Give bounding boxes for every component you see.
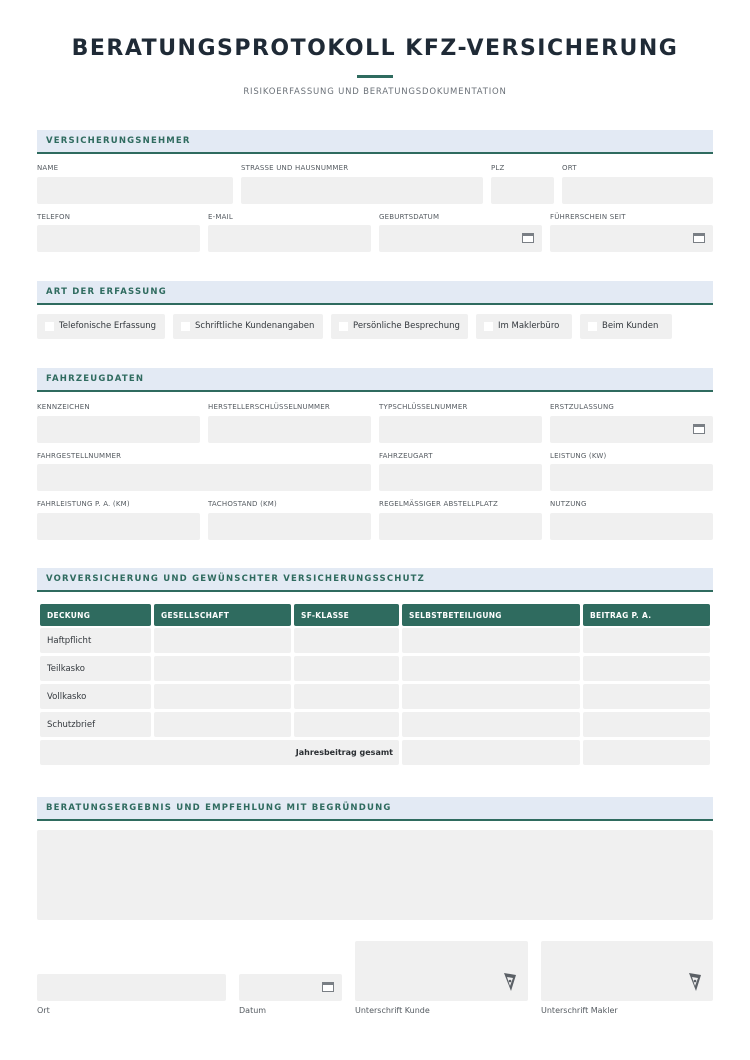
company-cell[interactable] <box>154 684 291 709</box>
birthdate-field[interactable] <box>379 225 542 252</box>
name-label: NAME <box>37 164 59 172</box>
place-field[interactable] <box>37 974 226 1001</box>
name-field[interactable] <box>37 177 233 204</box>
column-header-label: SELBSTBETEILIGUNG <box>409 611 502 620</box>
table-row-label <box>40 628 151 653</box>
usage-field[interactable] <box>550 513 713 540</box>
checkbox[interactable] <box>339 322 348 331</box>
premium-cell[interactable] <box>583 628 710 653</box>
column-header-label: DECKUNG <box>47 611 91 620</box>
type-key-field[interactable] <box>379 416 542 443</box>
checkbox[interactable] <box>181 322 190 331</box>
parking-label: REGELMÄSSIGER ABSTELLPLATZ <box>379 500 498 508</box>
usage-label: NUTZUNG <box>550 500 587 508</box>
maker-key-label: HERSTELLERSCHLÜSSELNUMMER <box>208 403 330 411</box>
deductible-cell[interactable] <box>402 656 580 681</box>
checkbox[interactable] <box>45 322 54 331</box>
sf-class-cell[interactable] <box>294 712 399 737</box>
capture-option-at-client[interactable] <box>580 314 672 339</box>
type-key-label: TYPSCHLÜSSELNUMMER <box>379 403 468 411</box>
section-title: VORVERSICHERUNG UND GEWÜNSCHTER VERSICHERUNGSSCHUTZ <box>46 574 426 584</box>
option-label: Telefonische Erfassung <box>59 321 157 331</box>
column-header-label: SF-KLASSE <box>301 611 350 620</box>
first-registration-field[interactable] <box>550 416 713 443</box>
table-row-label <box>40 656 151 681</box>
table-row-label <box>40 684 151 709</box>
option-label: Persönliche Besprechung <box>353 321 460 331</box>
section-title: ART DER ERFASSUNG <box>46 287 167 297</box>
zip-field[interactable] <box>491 177 554 204</box>
capture-option-personal[interactable] <box>331 314 468 339</box>
parking-field[interactable] <box>379 513 542 540</box>
calendar-icon[interactable] <box>322 982 334 992</box>
option-label: Beim Kunden <box>602 321 659 331</box>
option-label: Schriftliche Kundenangaben <box>195 321 315 331</box>
maker-key-field[interactable] <box>208 416 371 443</box>
street-label: STRASSE UND HAUSNUMMER <box>241 164 349 172</box>
section-header-coverage <box>37 568 713 592</box>
city-field[interactable] <box>562 177 713 204</box>
capture-option-office[interactable] <box>476 314 572 339</box>
capture-option-written[interactable] <box>173 314 323 339</box>
column-header-sf-class <box>294 604 399 626</box>
vin-label: FAHRGESTELLNUMMER <box>37 452 122 460</box>
company-cell[interactable] <box>154 712 291 737</box>
section-title: VERSICHERUNGSNEHMER <box>46 136 191 146</box>
sf-class-cell[interactable] <box>294 656 399 681</box>
total-row-label-cell <box>40 740 399 765</box>
total-deductible-cell[interactable] <box>402 740 580 765</box>
date-field[interactable] <box>239 974 342 1001</box>
column-header-label: GESELLSCHAFT <box>161 611 230 620</box>
recommendation-textarea[interactable] <box>37 830 713 920</box>
company-cell[interactable] <box>154 628 291 653</box>
premium-cell[interactable] <box>583 656 710 681</box>
city-label: ORT <box>562 164 577 172</box>
option-label: Im Maklerbüro <box>498 321 560 331</box>
sf-class-cell[interactable] <box>294 628 399 653</box>
section-header-result <box>37 797 713 821</box>
mileage-field[interactable] <box>37 513 200 540</box>
power-field[interactable] <box>550 464 713 491</box>
calendar-icon[interactable] <box>693 424 705 434</box>
table-row-label <box>40 712 151 737</box>
pen-nib-icon <box>687 971 703 993</box>
sf-class-cell[interactable] <box>294 684 399 709</box>
email-field[interactable] <box>208 225 371 252</box>
plate-field[interactable] <box>37 416 200 443</box>
column-header-company <box>154 604 291 626</box>
vehicle-type-label: FAHRZEUGART <box>379 452 433 460</box>
phone-field[interactable] <box>37 225 200 252</box>
row-label: Vollkasko <box>47 692 87 702</box>
date-label: Datum <box>239 1006 267 1015</box>
checkbox[interactable] <box>588 322 597 331</box>
pen-nib-icon <box>502 971 518 993</box>
section-header-vehicle <box>37 368 713 392</box>
section-header-capture <box>37 281 713 305</box>
column-header-premium <box>583 604 710 626</box>
column-header-label: BEITRAG P. A. <box>590 611 652 620</box>
title-divider <box>357 75 393 78</box>
section-header-insured <box>37 130 713 154</box>
plate-label: KENNZEICHEN <box>37 403 90 411</box>
odometer-field[interactable] <box>208 513 371 540</box>
column-header-coverage <box>40 604 151 626</box>
email-label: E-MAIL <box>208 213 233 221</box>
premium-cell[interactable] <box>583 712 710 737</box>
signature-broker-field[interactable] <box>541 941 713 1001</box>
page-subtitle: RISIKOERFASSUNG UND BERATUNGSDOKUMENTATION <box>243 87 507 97</box>
company-cell[interactable] <box>154 656 291 681</box>
total-premium-cell[interactable] <box>583 740 710 765</box>
calendar-icon[interactable] <box>522 233 534 243</box>
premium-cell[interactable] <box>583 684 710 709</box>
page-title: BERATUNGSPROTOKOLL KFZ-VERSICHERUNG <box>71 36 679 61</box>
mileage-label: FAHRLEISTUNG P. A. (KM) <box>37 500 130 508</box>
first-registration-label: ERSTZULASSUNG <box>550 403 615 411</box>
birthdate-label: GEBURTSDATUM <box>379 213 440 221</box>
section-title: BERATUNGSERGEBNIS UND EMPFEHLUNG MIT BEGRÜNDUNG <box>46 803 392 813</box>
zip-label: PLZ <box>491 164 505 172</box>
license-label: FÜHRERSCHEIN SEIT <box>550 213 626 221</box>
column-header-deductible <box>402 604 580 626</box>
street-field[interactable] <box>241 177 483 204</box>
place-label: Ort <box>37 1006 50 1015</box>
deductible-cell[interactable] <box>402 684 580 709</box>
odometer-label: TACHOSTAND (KM) <box>208 500 277 508</box>
signature-client-label: Unterschrift Kunde <box>355 1006 430 1015</box>
signature-broker-label: Unterschrift Makler <box>541 1006 618 1015</box>
deductible-cell[interactable] <box>402 712 580 737</box>
phone-label: TELEFON <box>37 213 71 221</box>
signature-client-field[interactable] <box>355 941 528 1001</box>
row-label: Haftpflicht <box>47 636 92 646</box>
section-title: FAHRZEUGDATEN <box>46 374 145 384</box>
power-label: LEISTUNG (KW) <box>550 452 607 460</box>
vehicle-type-field[interactable] <box>379 464 542 491</box>
capture-option-phone[interactable] <box>37 314 165 339</box>
deductible-cell[interactable] <box>402 628 580 653</box>
row-label: Schutzbrief <box>47 720 96 730</box>
row-label: Teilkasko <box>47 664 85 674</box>
checkbox[interactable] <box>484 322 493 331</box>
total-label: Jahresbeitrag gesamt <box>295 748 393 757</box>
calendar-icon[interactable] <box>693 233 705 243</box>
vin-field[interactable] <box>37 464 371 491</box>
license-field[interactable] <box>550 225 713 252</box>
